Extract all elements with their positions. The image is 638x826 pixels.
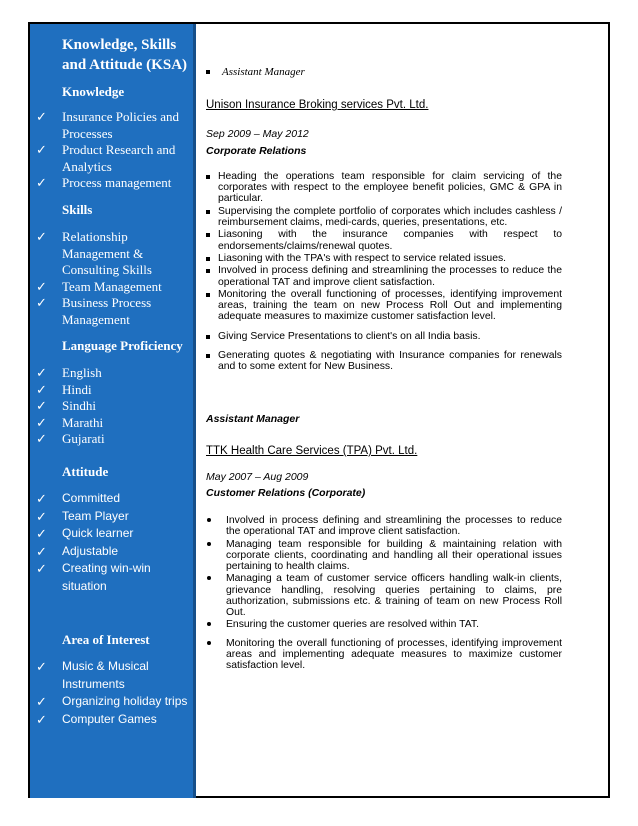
list-item: ✓ Organizing holiday trips [36, 694, 188, 709]
list-item: ✓ Committed [36, 491, 121, 506]
language-list [36, 365, 194, 448]
square-bullet-icon [206, 257, 210, 261]
list-item: ✓ Music & Musical Instruments [36, 659, 149, 691]
list-item: Generating quotes & negotiating with Insurance companies for renewals and to some extent for New Business. [206, 350, 562, 372]
job2-role: Assistant Manager [206, 413, 300, 425]
square-bullet-icon [206, 233, 210, 237]
list-item: Monitoring the overall functioning of processes, identifying improvement areas, training the team on new Process Roll Out and implementing adequate measures to maximize customer satisfaction level. [206, 289, 562, 323]
skills-list [36, 229, 194, 329]
language-heading: Language Proficiency [62, 338, 183, 353]
knowledge-heading: Knowledge [62, 84, 125, 99]
job2-company: TTK Health Care Services (TPA) Pvt. Ltd. [206, 445, 418, 457]
round-bullet-icon [207, 622, 211, 626]
list-item: ✓ Computer Games [36, 711, 157, 727]
checkmark-icon: ✓ [36, 142, 47, 158]
list-item: ✓ Hindi [36, 381, 92, 397]
list-item: Giving Service Presentations to client's on all India basis. [206, 331, 562, 342]
list-item: ✓ Marathi [36, 414, 104, 430]
list-item: ✓ Adjustable [36, 543, 119, 559]
checkmark-icon: ✓ [36, 508, 47, 524]
square-bullet-icon [206, 175, 210, 179]
checkmark-icon: ✓ [36, 694, 47, 709]
job2-department: Customer Relations (Corporate) [206, 487, 366, 499]
checkmark-icon: ✓ [36, 381, 47, 397]
round-bullet-icon [207, 518, 211, 522]
list-item: ✓ Process management [36, 175, 172, 191]
square-bullet-icon [206, 269, 210, 273]
job1-department: Corporate Relations [206, 145, 307, 157]
checkmark-icon: ✓ [36, 491, 47, 506]
attitude-heading: Attitude [62, 464, 109, 479]
list-item: Liasoning with the insurance companies with respect to endorsements/claims/renewal quotes. [206, 229, 562, 251]
knowledge-list [36, 109, 194, 192]
job2-duties [206, 515, 562, 672]
checkmark-icon: ✓ [36, 229, 47, 244]
square-bullet-icon [206, 210, 210, 214]
list-item: ✓ Sindhi [36, 398, 96, 414]
checkmark-icon: ✓ [36, 365, 47, 380]
square-bullet-icon [206, 335, 210, 339]
job1-duties [206, 171, 562, 373]
list-item: Heading the operations team responsible for claim servicing of the corporates with respect to the employee benefit policies, GMC & GPA in particular. [206, 171, 562, 205]
checkmark-icon: ✓ [36, 175, 47, 191]
list-item: Monitoring the overall functioning of processes, identifying improvement areas and implementing adequate measures to maximize customer satisfaction level. [206, 638, 562, 672]
checkmark-icon: ✓ [36, 561, 47, 576]
attitude-list [36, 490, 194, 595]
list-item: Managing a team of customer service officers handling walk-in clients, grievance handling, resolving queries pertaining to claims, pre authorization, submissions etc. & training of team on new Process Roll Out. [206, 573, 562, 618]
list-item: ✓ Team Management [36, 278, 162, 294]
checkmark-icon: ✓ [36, 659, 47, 674]
round-bullet-icon [207, 542, 211, 546]
round-bullet-icon [207, 576, 211, 580]
job1-period: Sep 2009 – May 2012 [206, 128, 309, 140]
square-bullet-icon [206, 70, 210, 74]
square-bullet-icon [206, 293, 210, 297]
checkmark-icon: ✓ [36, 711, 47, 727]
checkmark-icon: ✓ [36, 109, 47, 124]
list-item: ✓ Gujarati [36, 431, 105, 447]
checkmark-icon: ✓ [36, 414, 47, 430]
list-item: ✓ Team Player [36, 508, 129, 524]
job1-company: Unison Insurance Broking services Pvt. Ltd. [206, 99, 429, 111]
job1-role: Assistant Manager [206, 66, 305, 78]
interest-heading: Area of Interest [62, 632, 150, 647]
square-bullet-icon [206, 354, 210, 358]
list-item: Ensuring the customer queries are resolved within TAT. [206, 619, 562, 630]
list-item: ✓ Creating win-win situation [36, 561, 151, 593]
list-item: Liasoning with the TPA's with respect to service related issues. [206, 253, 562, 264]
checkmark-icon: ✓ [36, 431, 47, 447]
interest-list [36, 658, 194, 728]
list-item: Involved in process defining and streamlining the processes to reduce the operational TAT and improve client satisfaction. [206, 515, 562, 537]
sidebar-title: Knowledge, Skills and Attitude (KSA) [62, 37, 188, 73]
list-item: ✓ English [36, 365, 102, 380]
checkmark-icon: ✓ [36, 295, 47, 311]
list-item: Supervising the complete portfolio of corporates which includes cashless / reimbursement claims, medi-cards, queries, presentations, etc. [206, 206, 562, 228]
job2-period: May 2007 – Aug 2009 [206, 471, 309, 483]
skills-heading: Skills [62, 202, 93, 217]
checkmark-icon: ✓ [36, 278, 47, 294]
ksa-sidebar [30, 24, 196, 798]
round-bullet-icon [207, 641, 211, 645]
list-item: Managing team responsible for building & maintaining relation with corporate clients, coordinating and handling all their operational issues pertaining to health claims. [206, 539, 562, 573]
list-item: ✓ Insurance Policies and Processes [36, 109, 179, 141]
checkmark-icon: ✓ [36, 526, 47, 541]
list-item: ✓ Product Research and Analytics [36, 142, 176, 174]
list-item: ✓ Relationship Management & Consulting Skills [36, 229, 152, 278]
list-item: ✓ Quick learner [36, 526, 134, 541]
checkmark-icon: ✓ [36, 543, 47, 559]
list-item: ✓ Business Process Management [36, 295, 152, 327]
list-item: Involved in process defining and streamlining the processes to reduce the operational TAT and improve client satisfaction. [206, 265, 562, 287]
checkmark-icon: ✓ [36, 398, 47, 414]
